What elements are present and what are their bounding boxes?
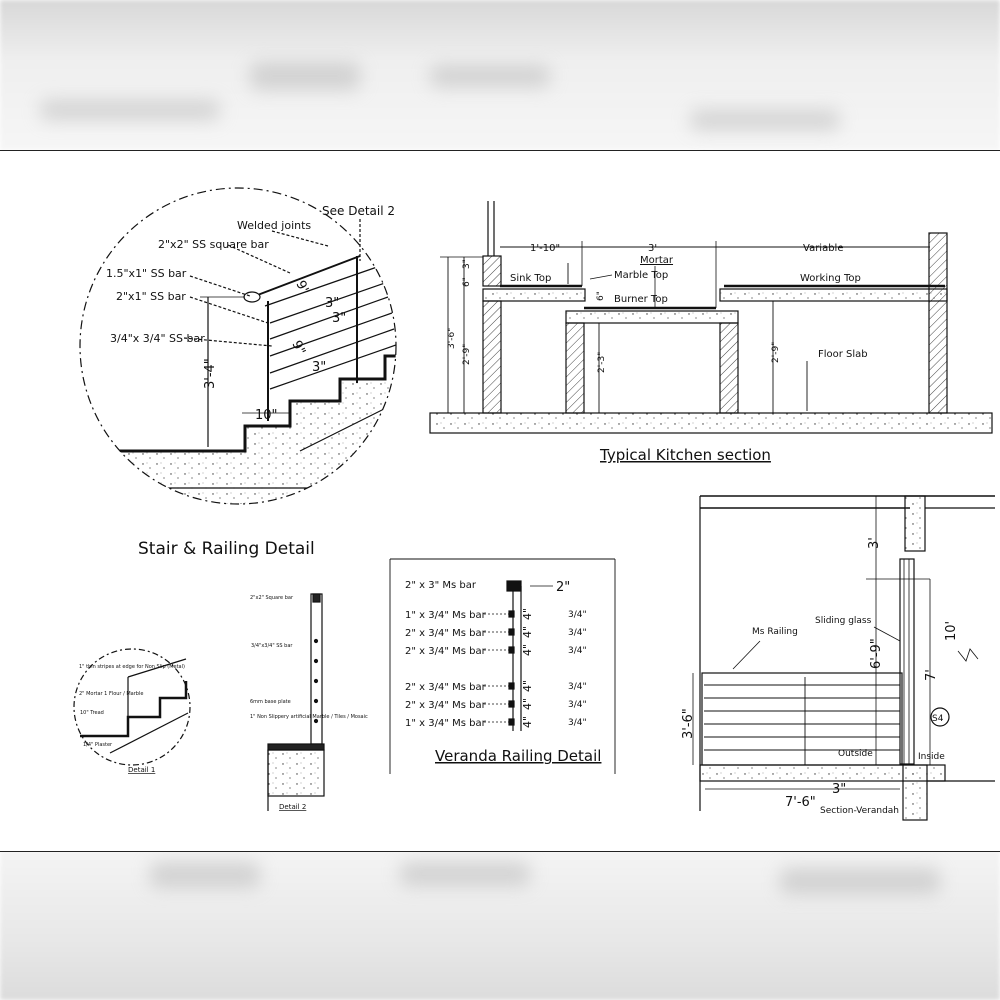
veranda-gap-dim: 4": [521, 715, 534, 728]
working-top-label: Working Top: [800, 273, 861, 284]
detail2-note-1: 2"x2" Square bar: [250, 595, 293, 601]
square-bar-label: 2"x2" SS square bar: [158, 238, 269, 251]
veranda-bar-label: 1" x 3/4" Ms bar: [405, 718, 486, 729]
floor-slab-label: Floor Slab: [818, 349, 868, 360]
section-tag: S4: [932, 714, 944, 724]
welded-joints-label: Welded joints: [237, 219, 312, 232]
section-7-dim: 7': [924, 669, 939, 681]
veranda-frac-dim: 3/4": [568, 700, 587, 710]
veranda-bar-mark: [509, 683, 514, 689]
ms-railing-label: Ms Railing: [752, 627, 798, 637]
section-verandah: [681, 496, 995, 820]
blurred-text-smudge: [780, 868, 940, 894]
kitchen-h1-dim: 6": [462, 277, 472, 287]
blurred-text-smudge: [430, 65, 550, 87]
stair-title: Stair & Railing Detail: [138, 539, 315, 559]
veranda-bar-label: 2" x 3/4" Ms bar: [405, 628, 486, 639]
veranda-railing-detail: [390, 559, 615, 774]
stair-height-dim: 3'-4": [203, 358, 218, 389]
veranda-bar-label: 1" x 3/4" Ms bar: [405, 610, 486, 621]
kitchen-h5-dim: 6": [596, 291, 606, 301]
section-76-dim: 7'-6": [785, 795, 816, 810]
veranda-gap-dim: 4": [521, 625, 534, 638]
veranda-bar-label: 2" x 3" Ms bar: [405, 580, 476, 591]
detail1-note-2: 2" Mortar 1 Flour / Marble: [79, 691, 144, 697]
detail2-title: Detail 2: [279, 803, 307, 811]
blurred-text-smudge: [40, 100, 220, 120]
kitchen-h7-dim: 2'-9": [771, 341, 781, 363]
mortar-label: Mortar: [640, 255, 674, 266]
detail-2: [250, 594, 368, 811]
section-name: Section-Verandah: [820, 806, 900, 816]
kitchen-h6-dim: 2'-3": [597, 351, 607, 373]
detail2-note-3: 6mm base plate: [250, 699, 291, 705]
blurred-text-smudge: [690, 110, 840, 130]
marble-top-label: Marble Top: [614, 270, 669, 281]
kitchen-w2-dim: 3': [648, 243, 658, 254]
kitchen-title: Typical Kitchen section: [600, 446, 771, 464]
detail2-note-2: 3/4"x3/4" SS bar: [251, 643, 293, 649]
detail1-note-1: 1" thin stripes at edge for Non Slip (Metal): [79, 664, 185, 670]
kitchen-w3-dim: Variable: [803, 243, 844, 254]
spacing-dim-9b: 9": [288, 338, 308, 358]
veranda-bar-mark: [509, 719, 514, 725]
section-69-dim: 6'-9": [869, 638, 884, 669]
detail-drawings: [0, 151, 1000, 851]
section-3top-dim: 3': [867, 537, 882, 549]
bar-2-label: 2"x1" SS bar: [116, 290, 186, 303]
blurred-text-smudge: [150, 862, 260, 888]
veranda-gap-dim: 4": [521, 607, 534, 620]
veranda-bar-label: 2" x 3/4" Ms bar: [405, 700, 486, 711]
kitchen-h3-dim: 3'-6": [447, 327, 457, 349]
spacing-dim-3a: 3": [325, 296, 340, 311]
spacing-dim-9a: 9": [292, 278, 312, 298]
veranda-bar-label: 2" x 3/4" Ms bar: [405, 646, 486, 657]
detail1-title: Detail 1: [128, 766, 156, 774]
see-detail-label: See Detail 2: [322, 204, 395, 218]
veranda-frac-dim: 3/4": [568, 718, 587, 728]
drawing-sheet: [0, 150, 1000, 852]
veranda-frac-dim: 3/4": [568, 610, 587, 620]
section-3bot-dim: 3": [832, 782, 847, 797]
veranda-bar-mark: [509, 629, 514, 635]
inside-label: Inside: [918, 752, 945, 762]
blurred-text-smudge: [250, 62, 360, 90]
detail2-note-4: 1" Non Slippery artificial Marble / Tiles / Mosaic: [250, 714, 368, 720]
kitchen-section: [430, 201, 992, 464]
detail1-note-3: 10" Tread: [80, 710, 104, 716]
veranda-gap-dim: 4": [521, 679, 534, 692]
detail1-note-4: 1/4" Plaster: [83, 742, 113, 748]
veranda-bar-label: 2" x 3/4" Ms bar: [405, 682, 486, 693]
veranda-bar-mark: [509, 647, 514, 653]
section-36-dim: 3'-6": [681, 708, 696, 739]
veranda-frac-dim: 3/4": [568, 682, 587, 692]
sink-top-label: Sink Top: [510, 273, 552, 284]
bar-15-label: 1.5"x1" SS bar: [106, 267, 187, 280]
sliding-glass-label: Sliding glass: [815, 616, 872, 626]
spacing-dim-3b: 3": [332, 311, 347, 326]
veranda-gap-dim: 4": [521, 643, 534, 656]
stair-railing-detail: [80, 188, 400, 559]
veranda-frac-dim: 3/4": [568, 646, 587, 656]
veranda-top-dim: 2": [556, 580, 571, 595]
detail-1: [74, 649, 190, 774]
section-10-dim: 10': [944, 620, 959, 641]
spacing-dim-3c: 3": [312, 360, 327, 375]
outside-label: Outside: [838, 749, 873, 759]
veranda-bar-mark: [509, 701, 514, 707]
veranda-bar-mark: [509, 611, 514, 617]
blurred-text-smudge: [400, 862, 530, 886]
kitchen-h4-dim: 2'-9": [462, 343, 472, 365]
kitchen-w1-dim: 1'-10": [530, 243, 561, 254]
bar-34-label: 3/4"x 3/4" SS bar: [110, 332, 205, 345]
burner-top-label: Burner Top: [614, 294, 668, 305]
kitchen-h2-dim: 3": [462, 259, 472, 269]
veranda-frac-dim: 3/4": [568, 628, 587, 638]
veranda-gap-dim: 4": [521, 697, 534, 710]
veranda-title: Veranda Railing Detail: [435, 747, 602, 765]
tread-dim: 10": [255, 408, 278, 423]
